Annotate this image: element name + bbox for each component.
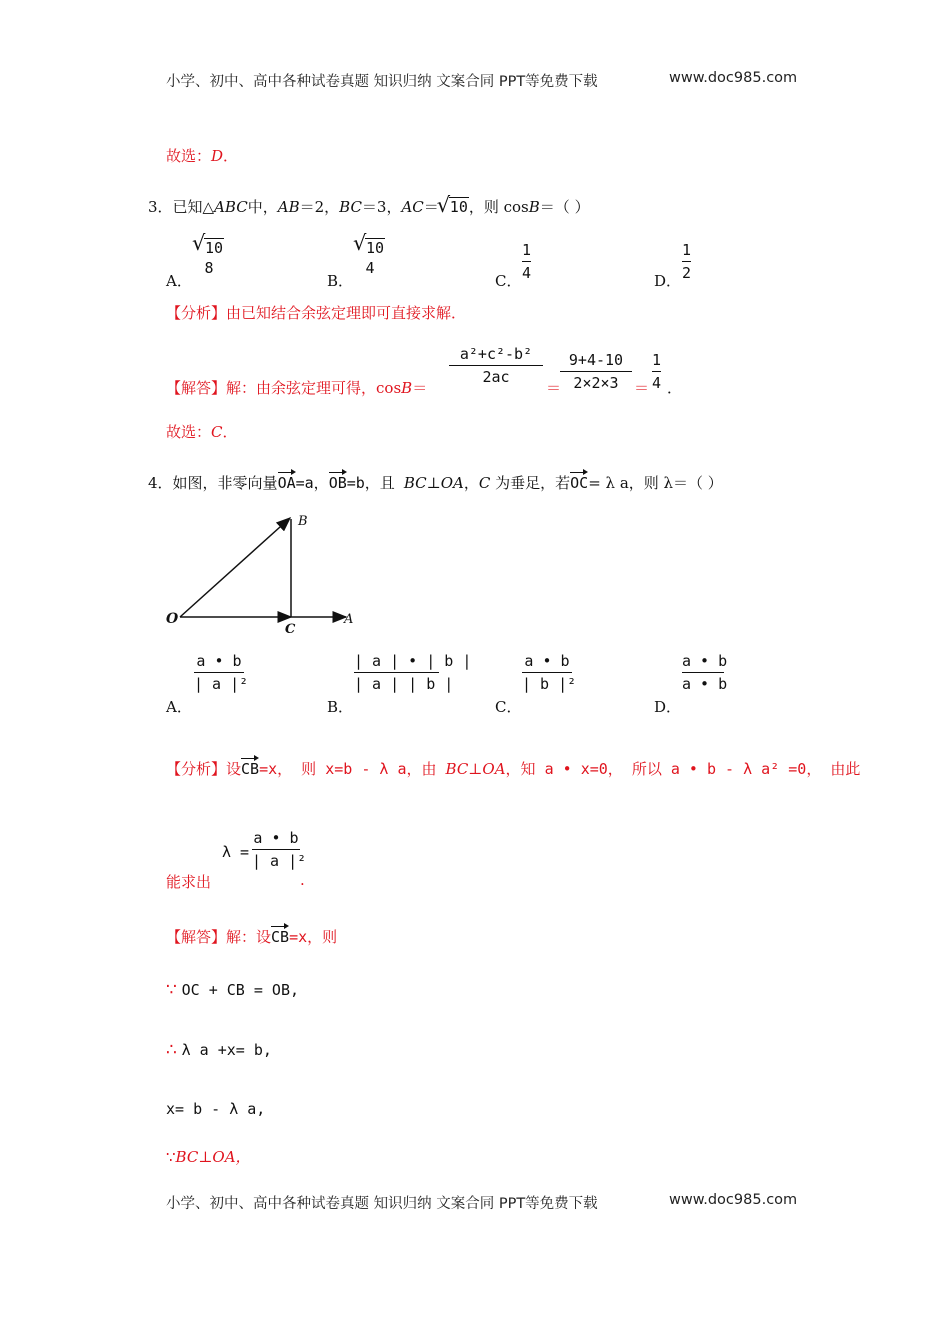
footer-site: www.doc985.com — [669, 1192, 798, 1208]
q3-option-b: √ 10 4 — [355, 238, 385, 278]
q3-solution: 【解答】解：由余弦定理可得，cosB＝ — [166, 379, 428, 397]
vector-ob — [180, 518, 290, 617]
q4-lambda-lhs: λ = — [222, 843, 250, 861]
q3-period: ． — [667, 379, 683, 397]
q4-option-d: a • b a • b — [682, 652, 728, 693]
q3-option-d-label: D． — [654, 272, 682, 290]
header-site: www.doc985.com — [669, 70, 798, 86]
q3-formula-3: 1 4 — [652, 351, 662, 392]
q3-option-a: √ 10 8 — [194, 238, 224, 278]
q3-option-c-label: C． — [495, 272, 522, 290]
vector-figure — [160, 505, 360, 635]
q3-analysis: 【分析】由已知结合余弦定理即可直接求解． — [166, 304, 467, 322]
q4-solution: 【解答】解：设CB=x，则 — [166, 924, 337, 947]
q4-option-c: a • b | b |² — [522, 652, 577, 693]
prev-answer: 故选：D． — [166, 147, 239, 165]
q3-option-b-label: B． — [327, 272, 354, 290]
q4-line-1: ∵ OC + CB = OB, — [166, 980, 300, 1000]
q4-option-b-label: B． — [327, 698, 354, 716]
q3-formula-2: 9+4-10 2×2×3 — [560, 350, 632, 393]
page-footer: 小学、初中、高中各种试卷真题 知识归纳 文案合同 PPT等免费下载 — [166, 1196, 598, 1212]
q3-eq-3: ＝ — [634, 379, 650, 397]
q4-option-b: | a | • | b | | a | | b | — [354, 652, 472, 693]
q3-eq-2: ＝ — [546, 379, 562, 397]
q3-stem: 3．已知△ABC中，AB＝2，BC＝3，AC＝√ 10，则 cosB＝（ ） — [148, 196, 590, 217]
point-c-label: C — [285, 622, 296, 635]
point-a-label: A — [344, 612, 354, 627]
q3-option-a-label: A． — [166, 272, 192, 290]
q4-analysis: 【分析】设CB=x， 则 x=b - λ a，由 BC⊥OA，知 a • x=0， 所以 a • b - λ a² =0， 由此 — [166, 756, 860, 779]
q3-formula-1: a²+c²-b² 2ac — [449, 344, 543, 387]
q4-option-a-label: A． — [166, 698, 192, 716]
q3-option-d: 1 2 — [682, 241, 692, 282]
point-b-label: B — [298, 514, 308, 529]
q4-line-2: ∴ λ a +x= b, — [166, 1040, 272, 1060]
q4-option-c-label: C． — [495, 698, 522, 716]
q3-option-c: 1 4 — [522, 241, 532, 282]
q4-option-d-label: D． — [654, 698, 682, 716]
q4-analysis-cont: 能求出 — [166, 873, 212, 891]
q4-lambda-period: . — [300, 871, 305, 889]
point-o-label: O — [166, 611, 179, 627]
q4-lambda-formula: a • b | a |² — [252, 829, 307, 870]
q4-line-4: ∵BC⊥OA， — [166, 1148, 251, 1166]
q3-answer: 故选：C． — [166, 423, 238, 441]
page-header: 小学、初中、高中各种试卷真题 知识归纳 文案合同 PPT等免费下载 — [166, 74, 598, 90]
q4-stem: 4．如图，非零向量OA=a，OB=b，且 BC⊥OA，C 为垂足，若OC= λ a，则 λ＝（ ） — [148, 470, 723, 493]
q4-line-3: x= b - λ a, — [166, 1100, 266, 1118]
q4-option-a: a • b | a |² — [194, 652, 249, 693]
